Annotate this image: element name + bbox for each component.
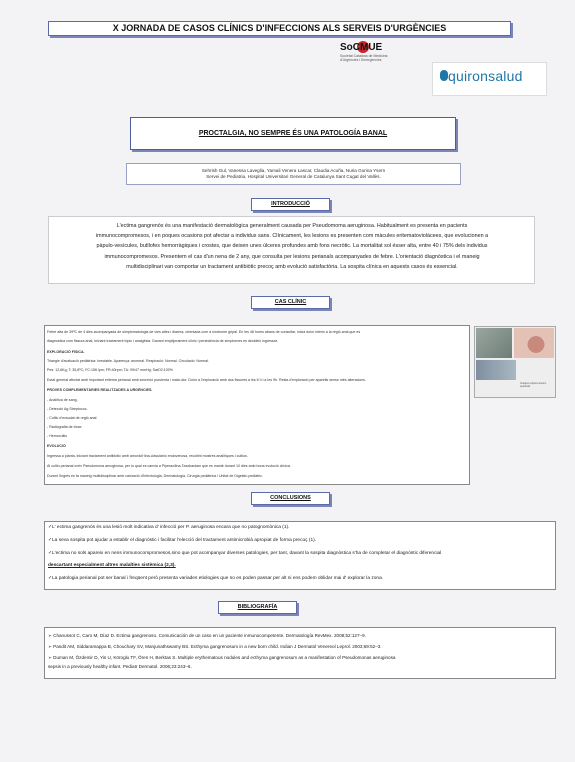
clinical-photo <box>514 328 554 358</box>
case-line: Pes: 12,6Kg; T: 35,8ºC; FC:156 lpm; FR:40rpm; TA: 99/47 mmHg; SatO2:100% <box>47 368 173 372</box>
case-box <box>44 325 470 485</box>
author-affiliation: Servei de Pediatria, Hospital Universitari General de Catalunya Sant Cugat del Vallès. <box>206 174 381 179</box>
clinical-photo <box>476 360 516 380</box>
case-line: diagnostica com fissura anal, iniciant tractament tòpic i analgèsia. Davant empitjorament clínic i persistència de símptomes es decideix ingressar. <box>47 339 278 343</box>
case-line: - Hemocultiu <box>47 434 68 438</box>
case-subheading: EVOLUCIÓ <box>47 444 66 448</box>
case-line: - Analítica de sang. <box>47 398 78 402</box>
case-line: Febre alta de 39ºC de 4 dies acompanyada de simptomatologia de vies altes i diarrea, orientada com a síndrome gripal. En les 48 hores abans de consultar, inicia dolor intens a la regió anal que es <box>47 330 361 334</box>
bibliography-heading <box>218 601 297 614</box>
event-title: X JORNADA DE CASOS CLÍNICS D'INFECCIONS ALS SERVEIS D'URGÈNCIES <box>48 21 511 36</box>
bibliography-item: sepsis in a previously healthy infant. Pediatr Dermatol. 2006;23:243–6. <box>48 664 192 669</box>
case-heading-text: CAS CLÍNIC <box>274 299 307 305</box>
authors-box <box>126 163 461 185</box>
bibliography-item: ➢ Chanussot C, Caro M, Díaz D. Ectima gangrenoso. Comunicación de un caso en un paciente inmunocompetente. Dermatología RevMex. 2008;52:127–9. <box>48 633 366 638</box>
conclusions-heading-text: CONCLUSIONS <box>270 495 311 501</box>
intro-line: immunocompromesos. Presentem el cas d'un nena de 2 any, que consulta per lesions perianals acompanyades de febre. L'orientació diagnòstica i el maneig <box>104 253 480 260</box>
bibliography-heading-text: BIBLIOGRAFÍA <box>237 604 278 610</box>
conclusions-heading <box>251 492 330 505</box>
case-line: Durant l'ingrés es fa maneig multidisciplinar amb valoració d'Infectologia, Dermatologia, Cirurgia pediàtrica i Unitat de Digestiu pediàtric. <box>47 474 263 478</box>
conclusion-line: ✓La patologia perianal pot ser banal i freqüent però presenta variades etiologies que no es poden passar per alt ni ens podem oblidar mai d' explorar la zona. <box>48 576 384 581</box>
intro-text <box>62 221 522 272</box>
clinical-photo <box>476 328 512 358</box>
image-caption: Imatges pròpies lesions perianals <box>520 382 547 388</box>
case-line: - Radiografia de tòrax <box>47 425 82 429</box>
intro-line: immunocompromesos, i en poques ocasions pot afectar a individus sans. Clínicament, les lesions es presenten com màcules eritematoviolàcees, que evolucionen a <box>95 233 489 240</box>
case-heading <box>251 296 330 309</box>
case-subheading: PROVES COMPLEMENTÀRIES REALITZADES A URGÈNCIES. <box>47 388 153 392</box>
poster-title: PROCTALGIA, NO SEMPRE ÉS UNA PATOLOGÍA BANAL <box>198 130 388 137</box>
conclusion-line: ✓L'ectima no sols apareix en nens immunocompromesos,sino que pot acompanyar diverses patologies, per tant, davant la sospita diagnòstica s'ha de completar el diagnòstic diferencial <box>48 551 442 556</box>
bibliography-item: ➢ Duman M, Özdemir D, Yis U, Köroglu TF, Ören H, Berktas S. Multiple erythematous nodules and ecthyma gangrenosum as a manifestation of Pseudomonas aeruginosa <box>48 655 396 660</box>
intro-heading <box>251 198 330 211</box>
case-line: - Cultiu d'exsudat de regió anal <box>47 416 97 420</box>
case-line: Triangle d'avaluació pediàtrica: Inestable. Aparença: anormal. Respiració: Normal. Circulació: Normal. <box>47 359 209 363</box>
author-names: Sehrish Gul, Vanessa Laveglia, Yamali Venera Lascar, Claudia Acuña, Nuria Gorina Ysern <box>201 168 386 173</box>
intro-heading-text: INTRODUCCIÓ <box>271 201 310 207</box>
intro-line: multidisciplinari van comportar un tractament antibiòtic precoç amb evolució satisfactòria. La sospita clínica en aquests casos és essencial. <box>126 263 458 270</box>
case-line: Al cultiu perianal creix Pseudomona aeroginosa, per lo qual es canvia a Piperacilina-Tazobactam que es manté durant 10 dies amb bona evolució clínica. <box>47 464 291 468</box>
case-line: - Detecció Ag Streptococ. <box>47 407 88 411</box>
case-line: Estat general afectat amb important eritema perianal amb secreció purulenta i mala olor. Dolor a l'exploració amb dos fissures a les 6 h i a les 9h. Resta d'exploració per aparells sense més alteracions. <box>47 378 366 382</box>
quironsalud-logo-text: quironsalud <box>448 68 523 84</box>
socmue-logo-text: SoCMUE <box>340 42 383 53</box>
poster-title-box <box>130 117 456 150</box>
conclusion-line: ✓L' ectima gangrenós és una lesió molt indicativa d' infecció per P. aeruginosa encara que no patognomònica (1). <box>48 525 290 530</box>
conclusion-line: descartant especialment altres malalties sistèmica (2,3). <box>48 563 176 568</box>
bibliography-item: ➢ Pandit AM, Siddaramappa B, Chouchary SV, Manjunathswamy BS. Ecthyma gangrenosum in a new born child. Indian J Dermatol Venereol Leprol. 2003;69:52–3. <box>48 644 382 649</box>
socmue-logo-subtitle: Societat Catalana de Medicina d'Urgències i Emergències <box>340 54 388 62</box>
case-subheading: EXPLORACIÓ FÍSICA. <box>47 350 85 354</box>
case-line: Ingressa a planta, iniciant tractament antibiòtic amb amoxicil·lina-clavulànic endovenosa, recollint mostres analítiques i cultius. <box>47 454 248 458</box>
quironsalud-logo-mark <box>440 70 448 81</box>
conclusion-line: ✓La seva sospita pot ajudar a establir el diagnòstic i facilitar l'elecció del tractament antimicrobià apropiat de forma precoç (1). <box>48 538 317 543</box>
intro-line: pàpulo-vesícules, butllofes hemorràgiques i crostes, que deixen unes úlceres profundes amb fons necròtic. La mortalitat sol ésser alta, entre 40 i 75% dels individus <box>96 243 488 250</box>
intro-line: L'ectima gangrenós és una manifestació dermatològica generalment causada per Pseudomoma aeruginosa. Habitualment es presenta en pacients <box>116 223 468 229</box>
